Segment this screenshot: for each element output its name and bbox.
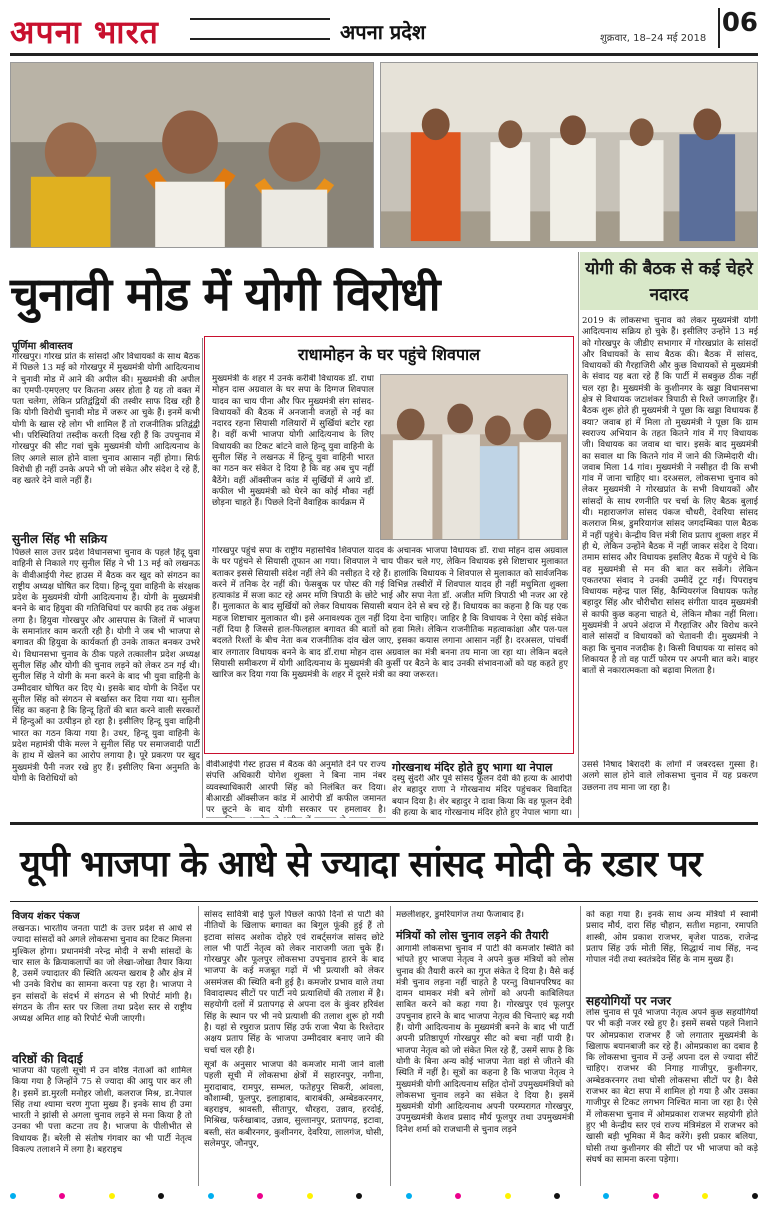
side-story-body: 2019 के लोकसभा चुनाव को लेकर मुख्यमंत्री योगी आदित्यनाथ सक्रिय हो चुके हैं। इसीलिए उन्होंने 13 मई को गोरखपुर के जीडीए सभागार में गोरखप्रांत के सांसदों और विधायकों के साथ बैठक की। बैठक में सांसद, विधायकों की गैरहाजिरी और कुछ विधायकों से मुख्यमंत्री के संवाद यह बता रहे हैं कि पार्टी में सबकुछ ठीक नहीं चल रहा है। मुख्यमंत्री के कुशीनगर के खड्डा विधानसभा क्षेत्र से विधायक जटाशंकर त्रिपाठी से रिश्ते जगजाहिर हैं। बैठक शुरू होते ही मुख्यमंत्री ने पूछा कि खड्डा विधायक हैं क्या? जवाब हां में मिला तो मुख्यमंत्री ने पूछा कि ग्राम स्वराज्य अभियान के तहत कितने गांव में गए विधायक जी। विधायक का जवाब था चार। इसके बाद मुख्यमंत्री का सवाल था कि कितने गांव में जाने की जिम्मेदारी थी। जवाब मिला 14 गांव। मुख्यमंत्री ने नसीहत दी कि सभी गांव में जाना चाहिए था। दरअसल, लोकसभा चुनाव को लेकर मुख्यमंत्री ने गोरखप्रांत के सभी विधायकों और सांसदों के साथ रणनीति पर चर्चा के लिए बैठक बुलाई थी। महाराजगंज सांसद पंकज चौधरी, देवरिया सांसद कलराज मिश्र, डुमरियागंज सांसद जगदम्बिका पाल बैठक में नहीं पहुंचे। केन्द्रीय वित्त मंत्री शिव प्रताप शुक्ला शहर में ही थे, लेकिन उन्होंने बैठक में नहीं जाकर संदेश दे दिया। तमाम सांसद और विधायक इसलिए बैठक में पहुंचे थे कि वह मुख्यमंत्री से मन की बात कर सकेंगे। लेकिन एकतरफा संवाद ने उनकी उम्मीदें टूट गईं। पिपराइच विधायक महेन्द्र पाल सिंह, कैम्पियरगंज विधायक फतेह बहादुर सिंह और चौरीचौरा सांसद संगीता यादव मुख्यमंत्री से काफी कुछ कहना चाहते थे, लेकिन मौका नहीं मिला। मुख्यमंत्री ने अपने अंदाज में गैरहाजिर और विरोध करने वाले सांसदों व विधायकों को चेतावनी दी। मुख्यमंत्री ने कहा कि चुनाव नजदीक है। किसी विधायक या सांसद को शिकायत है तो वह पार्टी फोरम पर अपनी बात करे। बाहर बातों से नकारात्मकता को बढ़ावा मिलता है। [582,316,758,677]
second-headline: यूपी भाजपा के आधे से ज्यादा सांसद मोदी के रडार पर [10,822,758,902]
second-subhead-3: मंत्रियों को लोस चुनाव लड़ने की तैयारी [396,929,549,942]
registration-dot [455,1193,461,1199]
registration-dot [59,1193,65,1199]
photo-crowd-walking [380,62,758,248]
registration-dot [653,1193,659,1199]
registration-dot [752,1193,758,1199]
column-rule [202,338,203,818]
gorakhnath-body: दस्यु सुंदरी और पूर्व सांसद फूलन देवी की हत्या के आरोपी शेर बहादुर राणा ने गोरखनाथ मंदिर पहुंचकर विवादित बयान दिया है। शेर बहादुर ने दावा किया कि वह फूलन देवी की हत्या के बाद गोरखनाथ मंदिर होते हुए नेपाल भागा था। [392,774,572,818]
column-rule [578,252,579,818]
registration-dot [554,1193,560,1199]
photo-garlanded-leaders [10,62,374,248]
lead-body-intro: गोरखपुर। गोरख प्रांत के सांसदों और विधायकों के साथ बैठक में पिछले 13 मई को गोरखपुर में मुख्यमंत्री योगी आदित्यनाथ ने चुनावी मोड में आने की अपील की। मुख्यमंत्री की अपील का एमपी-एमएलए पर कितना असर होता है यह तो वक्त में पता चलेगा, लेकिन प्रतिद्वंद्वियों की तस्वीर साफ दिख रही है कि योगी विरोधी चुनावी मोड में जरूर आ चुके हैं। इनमें कभी योगी के खास रहे लोग भी शामिल हैं तो राजनीतिक प्रतिद्वंद्वी भी। परिस्थितियां तस्दीक करती दिख रही हैं कि उपचुनाव में गोरखपुर की सीट गवां चुके मुख्यमंत्री योगी आदित्यनाथ के लिए अगले साल होने वाला चुनाव आसान नहीं होगा। सिर्फ विरोधी ही नहीं उनके अपने भी जो संकेत और संदेश दे रहे हैं, वह खतरे देने वाले नहीं हैं। [12,352,200,487]
registration-dot [702,1193,708,1199]
registration-dot [208,1193,214,1199]
box-story-body-top: मुख्यमंत्री के शहर में उनके करीबी विधायक डॉ. राधा मोहन दास अग्रवाल के घर सपा के दिग्गज शिवपाल यादव का चाय पीना और फिर मुख्यमंत्री संग सांसद-विधायकों की बैठक में अनजानी वजहों से नई का नदारद रहना सियासी गलियारों में सुर्खियां बटोर रहा है। वहीं कभी भाजपा योगी आदित्यनाथ के लिए विधायकी का टिकट बांटने वाले हिन्दू युवा वाहिनी के सुनील सिंह ने लखनऊ में हिन्दू युवा वाहिनी भारत का गठन कर संकेत दे दिया है कि वह अब चुप नहीं बैठेंगे। वहीं ऑक्सीजन कांड में सुर्खियों में आये डॉ. कफील भी मुख्यमंत्री को घेरने का कोई मौका नहीं छोड़ना चाहते हैं। पिछले दिनों वैवाहिक कार्यक्रम में [212,374,374,509]
lead-byline: पूर्णिमा श्रीवास्तव [12,341,73,352]
second-body-col1b: भाजपा की पहली सूची में उन वरिष्ठ नेताओं को शामिल किया गया है जिन्होंने 75 से ज्यादा की आयु पार कर ली है। इसमें डा.मुरली मनोहर जोशी, कलराज मिश्र, डा.नेपाल सिंह तथा श्यामा चरण गुप्ता मुख्य हैं। इनके साथ ही उमा भारती ने झांसी से अगला चुनाव लड़ने से मना किया है तो उनका भी पत्ता कटना तय है। भाजपा के पीलीभीत से विधायक हैं। बरेली से संतोष गंगवार का भी पार्टी नेतृत्व विकल्प तलाशने में लगा है। बहराइच [12,1066,192,1156]
print-registration-marks [10,1190,758,1202]
masthead-rule [190,18,330,40]
issue-date: शुक्रवार, 18–24 मई 2018 [600,33,707,44]
registration-dot [505,1193,511,1199]
lead-body-continued: पिछले साल उत्तर प्रदेश विधानसभा चुनाव के पहले हिंदू युवा वाहिनी से निकाले गए सुनील सिंह ने भी 13 मई को लखनऊ के वीवीआईपी गेस्ट हाउस में बैठक कर खुद को संगठन का राष्ट्रीय अध्यक्ष घोषित कर दिया। हिन्दू युवा वाहिनी के संरक्षक प्रदेश के मुख्यमंत्री योगी आदित्यनाथ हैं। योगी के मुख्यमंत्री बनने के बाद हियुवा की गतिविधियां पर काफी हद तक अंकुश लगा है। हियुवा गोरखपुर और आसपास के जिलों में भाजपा के समानांतर काम करती रही है। योगी ने जब भी भाजपा से बगावत की हियुवा के कार्यकर्ता ही उनके ताकत बनकर उभरे थे। विधानसभा चुनाव के ठीक पहले तत्कालीन प्रदेश अध्यक्ष सुनील सिंह और योगी की चुनाव लड़ने को लेकर ठन गई थी। सुनील सिंह ने योगी के मना करने के बाद भी युवा वाहिनी के उम्मीदवार घोषित कर दिए थे। इसके बाद योगी के निर्देश पर सुनील सिंह को संगठन से बर्खास्त कर दिया गया था। सुनील सिंह का कहना है कि हिन्दू हितों की बात करने वाली सरकारों में हिन्दुओं का उत्पीड़न हो रहा है। इसीलिए हिन्दू युवा वाहिनी भारत का गठन किया गया है। उधर, हिन्दू युवा वाहिनी के प्रदेश महामंत्री पीके मल्ल ने सुनील सिंह पर समाजवादी पार्टी के हाथ में खेलने का आरोप लगाया है। पूरे प्रकरण पर खुद मुख्यमंत्री पैनी नजर रखे हुए हैं। इसीलिए बिना अनुमति के योगी के विरोधियों को [12,548,200,784]
second-body-col3b: आगामी लोकसभा चुनाव में पार्टी की कमजोर स्थिति को भांपते हुए भाजपा नेतृत्व ने अपने कुछ मंत्रियों को लोस चुनाव की तैयारी करने का गुप्त संकेत दे दिया है। वैसे कई मंत्री चुनाव लड़ना नहीं चाहते है परन्तु विधानपरिषद का दामन थामकर मंत्री बने लोगों को अपनी काबिलियत साबित करने को कहा गया है। गोरखपुर एवं फूलपुर उपचुनाव हारने के बाद भाजपा नेतृत्व की चिन्ताएं बढ़ गयी हैं। योगी आदित्यनाथ के मुख्यमंत्री बनने के बाद भी पार्टी अपनी प्रतिष्ठापूर्ण गोरखपुर सीट को बचा नहीं पायी है। भाजपा नेतृत्व को जो संकेत मिल रहे हैं, उसमें साफ है कि योगी के बिना अन्य कोई भाजपा नेता वहां से जीतने की स्थिति में नहीं है। सूत्रों का कहना है कि भाजपा नेतृत्व ने मुख्यमंत्री योगी आदित्यनाथ सहित दोनों उपमुख्यमंत्रियों को लोकसभा चुनाव लड़ने का संकेत दे दिया है। इसमें मुख्यमंत्री योगी आदित्यनाथ अपनी परम्परागत गोरखपुर, उपमुख्यमंत्री केशव प्रसाद मौर्य फूलपुर तथा उपमुख्यमंत्री दिनेश शर्मा को राजधानी से चुनाव लड़ने [396,944,574,1135]
second-subhead-1: वरिष्ठों की विदाई [12,1052,83,1066]
second-body-col2b: सूत्रों के अनुसार भाजपा की कमजोर मानी जाने वाली पहली सूची में लोकसभा क्षेत्रों में सहारनपुर, नगीना, मुरादाबाद, रामपुर, सम्भल, फतेहपुर सिकरी, आंवला, कौशाम्बी, फूलपुर, इलाहाबाद, बाराबंकी, अम्बेडकरनगर, बहराइच, श्रावस्ती, सीतापुर, धौरहरा, उन्नाव, हरदोई, मिश्रिख, फर्रुखाबाद, उन्नाव, सुल्तानपुर, प्रतापगढ़, इटावा, बस्ती, संत कबीरनगर, कुशीनगर, देवरिया, लालगंज, घोसी, सलेमपुर, जौनपुर, [204,1060,384,1150]
box-story-body-wide: गोरखपुर पहुंचे सपा के राष्ट्रीय महासचिव शिवपाल यादव के अचानक भाजपा विधायक डॉ. राधा मोहन दास अग्रवाल के घर पहुंचने से सियासी तूफान आ गया। शिवपाल ने चाय पीकर चले गए, लेकिन विधायक इसे शिष्टाचार मुलाकात बताकर इससे सियासी संदेश नहीं लेने की नसीहत दे रहे हैं। हालांकि विधायक ने शिवपाल से मुलाकात को सार्वजनिक करने में तनिक देर नहीं की। फेसबुक पर पोस्ट की गई विभिन्न तस्वीरों में शिवपाल यादव ही नहीं मधुमिता शुक्ला हत्याकांड में सजा काट रहे अमर मणि त्रिपाठी के छोटे भाई और सपा नेता डॉ. अजीत मणि त्रिपाठी भी नजर आ रहे हैं। मुलाकात के बाद सुर्खियों को लेकर विधायक सियासी बयान देने से बच रहे हैं। विधायक का कहना है कि यह एक महज शिष्टाचार मुलाकात थी। इसे अनावश्यक तूल नहीं दिया देना चाहिए। जाहिर है कि विधायक ने ऐसा कोई संकेत नहीं दिया है जिससे हाल-फिलहाल बगावत की बातों को हवा मिले। लेकिन राजनीतिक महत्वाकांक्षा और पल-पल बदलते रिश्तों के बीच नेता कब राजनीतिक दांव खेल जाए, इसका कयास लगाना आसान नहीं है। दरअसल, पांचवीं बार लगातार विधायक बनने के बाद डॉ.राधा मोहन दास अग्रवाल का मंत्री बनना तय माना जा रहा था। लेकिन बदले सियासी समीकरण में योगी आदित्यनाथ के मुख्यमंत्री की कुर्सी पर बैठने के बाद उनकी संभावनाओं को यह कहते हुए खारिज कर दिया गया कि मुख्यमंत्री के शहर में दूसरे मंत्री का क्या जरूरत। [212,546,568,681]
column-rule [390,906,391,1186]
registration-dot [10,1193,16,1199]
lower-mid-continuation: वीवीआईपी गेस्ट हाउस में बैठक की अनुमति देने पर राज्य संपत्ति अधिकारी योगेश शुक्ला ने बिना नाम नंबर व्यवस्थाधिकारी आरपी सिंह को निलंबित कर दिया। बीआरडी ऑक्सीजन कांड में आरोपी डॉ कफील जमानत पर छूटने के बाद योगी सरकार पर हमलावर है। [206,760,386,816]
photo-shivpal-visit [380,374,568,540]
registration-dot [158,1193,164,1199]
second-body-col2: सांसद सावित्री बाई फुले पिछले काफी दिनों से पार्टी की नीतियों के खिलाफ बगावत का बिगुल फूंकी हुई हैं तो इटावा सांसद अशोक दोहरे एवं राबर्ट्सगंज सांसद छोटे लाल भी पार्टी नेतृत्व को लेकर नाराजगी जता चुके हैं। गोरखपुर और फूलपुर लोकसभा उपचुनाव हारने के बाद भाजपा के कई मजबूत गढ़ों में भी प्रत्याशी को लेकर असमंजस की स्थिति बनी हुई है। कमजोर प्रभाव वाले तथा विवादास्पद सीटों पर पार्टी नये प्रत्याशियों की तलाश में है। सहयोगी दलों में प्रतापगढ़ से अपना दल के कुंवर हरिवंश सिंह के स्थान पर भी नये प्रत्याशी की तलाश शुरू हो गयी है। यहां से रघुराज प्रताप सिंह उर्फ राजा भैया के रिश्तेदार अक्षय प्रताप सिंह के भाजपा उम्मीदवार बनाए जाने की चर्चा चल रही है। [204,910,384,1056]
page-number: 06 [718,8,758,48]
registration-dot [257,1193,263,1199]
side-story-headline: योगी की बैठक से कई चेहरे नदारद [580,252,758,310]
newspaper-logo: अपना भारत [10,13,159,51]
second-body-col3: मछलीशहर, डुमरियागंज तथा फैजाबाद हैं। [396,910,525,920]
second-byline: विजय शंकर पंकज [12,911,80,922]
registration-dot [109,1193,115,1199]
registration-dot [356,1193,362,1199]
column-rule [198,906,199,1186]
section-title: अपना प्रदेश [340,20,426,44]
registration-dot [307,1193,313,1199]
second-body-col1: लखनऊ। भारतीय जनता पार्टी के उत्तर प्रदेश से आधे से ज्यादा सांसदों को अगले लोकसभा चुनाव का टिकट मिलना मुश्किल होगा। प्रधानमंत्री नरेन्द्र मोदी ने सभी सांसदों के चार साल के क्रियाकलापों का जो लेखा-जोखा तैयार किया है, उसमें ज्यादातर की स्थिति अत्यन्त खराब है और क्षेत्र में भी उनके विरोध का सामना करना पड़ रहा है। भाजपा ने इन सांसदों के संदर्भ में संगठन से भी रिपोर्ट मांगी है। संगठन के तीन स्तर पर जिला तथा प्रदेश स्तर से राष्ट्रीय अध्यक्ष अमित शाह को रिपोर्ट भेजी जाएगी। [12,924,192,1025]
second-subhead-4: सहयोगियों पर नजर [586,994,672,1008]
lead-subhead: सुनील सिंह भी सक्रिय [12,532,108,546]
masthead [10,8,758,56]
column-rule [580,906,581,1186]
second-body-col4: को कहा गया है। इनके साथ अन्य मंत्रियों में स्वामी प्रसाद मौर्य, दारा सिंह चौहान, सतीश महाना, रमापति शास्त्री, ओम प्रकाश राजभर, बृजेश पाठक, राजेन्द्र प्रताप सिंह उर्फ मोती सिंह, सिद्धार्थ नाथ सिंह, नन्द गोपाल नंदी तथा स्वतंत्रदेव सिंह के नाम मुख्य हैं। [586,910,758,966]
lead-headline: चुनावी मोड में योगी विरोधी [10,267,440,321]
box-story-headline: राधामोहन के घर पहुंचे शिवपाल [297,345,481,364]
gorakhnath-subhead: गोरखनाथ मंदिर होते हुए भागा था नेपाल [392,761,553,774]
second-body-col4b: लोस चुनाव से पूर्व भाजपा नेतृत्व अपने कुछ सहयोगियों पर भी कड़ी नजर रखे हुए है। इसमें सबसे पहले निशाने पर ओमप्रकाश राजभर हैं जो लगातार मुख्यमंत्री के खिलाफ बयानबाजी कर रहे हैं। ओमप्रकाश का दबाव है कि लोकसभा चुनाव में उन्हें अपना दल से ज्यादा सीटें चाहिए। राजभर की निगाह गाजीपुर, कुशीनगर, अम्बेडकरनगर तथा घोसी लोकसभा सीटों पर है। वैसे राजभर का बेटा सपा में शामिल हो गया है और उसका गाजीपुर से टिकट लगभग निश्चित माना जा रहा है। ऐसे में लोकसभा चुनाव में ओमप्रकाश राजभर सहयोगी होते हुए भी केन्द्रीय स्तर एवं राज्य मंत्रिमंडल में राजभर को खासी बड़ी भूमिका में कैद करेंगे। इसी प्रकार बलिया, घोसी तथा कुशीनगर की सीटों पर भी भाजपा को कड़े संघर्ष का सामना करना पड़ेगा। [586,1008,758,1165]
registration-dot [406,1193,412,1199]
registration-dot [603,1193,609,1199]
side-story-tail: उससे निषाद बिरादरी के लोगों में जबरदस्त गुस्सा है। अलगे साल होने वाले लोकसभा चुनाव में यह प्रकरण उछलना तय माना जा रहा है। [582,760,758,793]
